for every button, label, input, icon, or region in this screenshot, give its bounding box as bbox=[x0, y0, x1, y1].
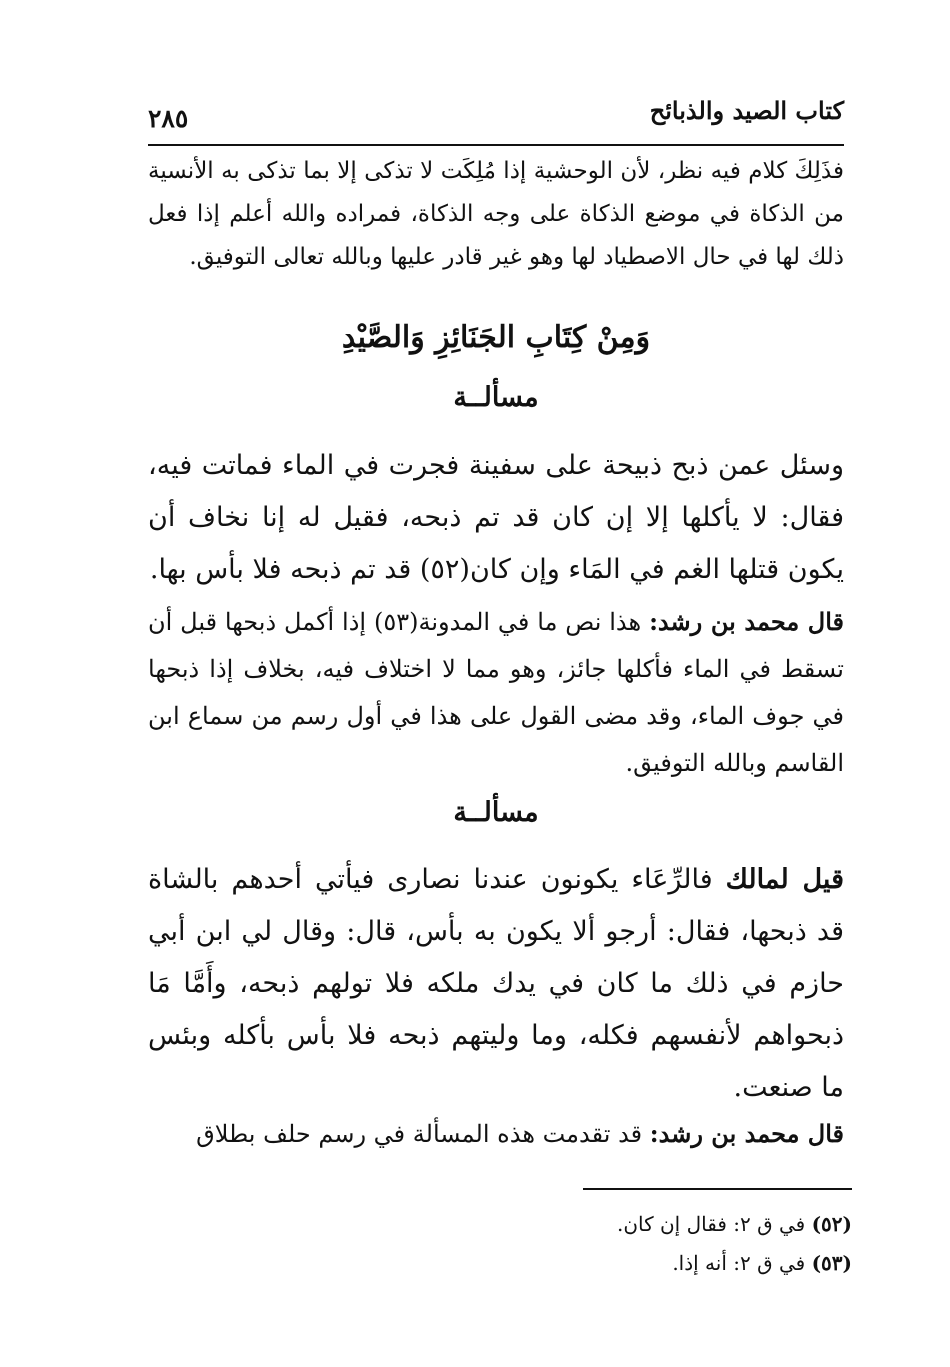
footnote-number: (٥٢) bbox=[811, 1212, 852, 1236]
header-rule bbox=[148, 144, 844, 146]
footnote-52 bbox=[617, 1212, 852, 1236]
section1-question: وسئل عمن ذبح ذبيحة على سفينة فجرت في الماء فماتت فيه، فقال: لا يأكلها إلا إن كان قد تم ذبحه، فقيل له إنا نخاف أن يكون قتلها الغم في المَاء وإن كان(٥٢) قد تم ذبحه فلا بأس بها. bbox=[148, 450, 844, 585]
section-title-2: مسألــة bbox=[453, 797, 539, 828]
question-body-2: فالرِّعَاء يكونون عندنا نصارى فيأتي أحدهم بالشاة قد ذبحها، فقال: أرجو ألا يكون به بأس، قال: وقال لي ابن أبي حازم في ذلك ما كان في يدك ملكه فلا تولهم ذبحه، وأَمَّا مَا ذبحواهم لأنفسهم فكله، وما وليتهم ذبحه فلا بأس بأكله وبئس ما صنعت. bbox=[148, 864, 844, 1103]
footnote-text: في ق ٢: فقال إن كان. bbox=[616, 1212, 812, 1236]
section2-answer bbox=[148, 1110, 844, 1158]
section2-question bbox=[148, 854, 844, 1114]
answer-lead-2: قال محمد بن رشد: bbox=[649, 1119, 844, 1148]
answer-body-2: قد تقدمت هذه المسألة في رسم حلف بطلاق bbox=[196, 1120, 650, 1148]
footnote-number: (٥٣) bbox=[811, 1251, 852, 1275]
section-title-1: مسألــة bbox=[453, 382, 539, 413]
running-title: كتاب الصيد والذبائح bbox=[649, 96, 844, 125]
footnote-53 bbox=[672, 1251, 852, 1275]
section1-answer bbox=[148, 598, 844, 787]
page-number: ٢٨٥ bbox=[148, 104, 189, 133]
intro-paragraph: فذَلِكَ كلام فيه نظر، لأن الوحشية إذا مُلِكَت لا تذكى إلا بما تذكى به الأنسية من الذكاة في موضع الذكاة على وجه الذكاة، فمراده والله أعلم إذا فعل ذلك لها في حال الاصطياد لها وهو غير قادر عليها وبالله تعالى التوفيق. bbox=[148, 158, 844, 270]
answer-body-1: هذا نص ما في المدونة(٥٣) إذا أكمل ذبحها قبل أن تسقط في الماء فأكلها جائز، وهو مما لا اختلاف فيه، بخلاف إذا ذبحها في جوف الماء، وقد مضى القول على هذا في أول رسم من سماع ابن القاسم وبالله التوفيق. bbox=[148, 608, 844, 777]
footnote-text: في ق ٢: أنه إذا. bbox=[672, 1251, 812, 1275]
question-lead-2: قيل لمالك bbox=[725, 864, 844, 895]
answer-lead-1: قال محمد بن رشد: bbox=[649, 607, 845, 636]
chapter-title: وَمِنْ كِتَابِ الجَنَائِزِ وَالصَّيْدِ bbox=[341, 320, 651, 355]
footnote-rule bbox=[583, 1188, 852, 1190]
